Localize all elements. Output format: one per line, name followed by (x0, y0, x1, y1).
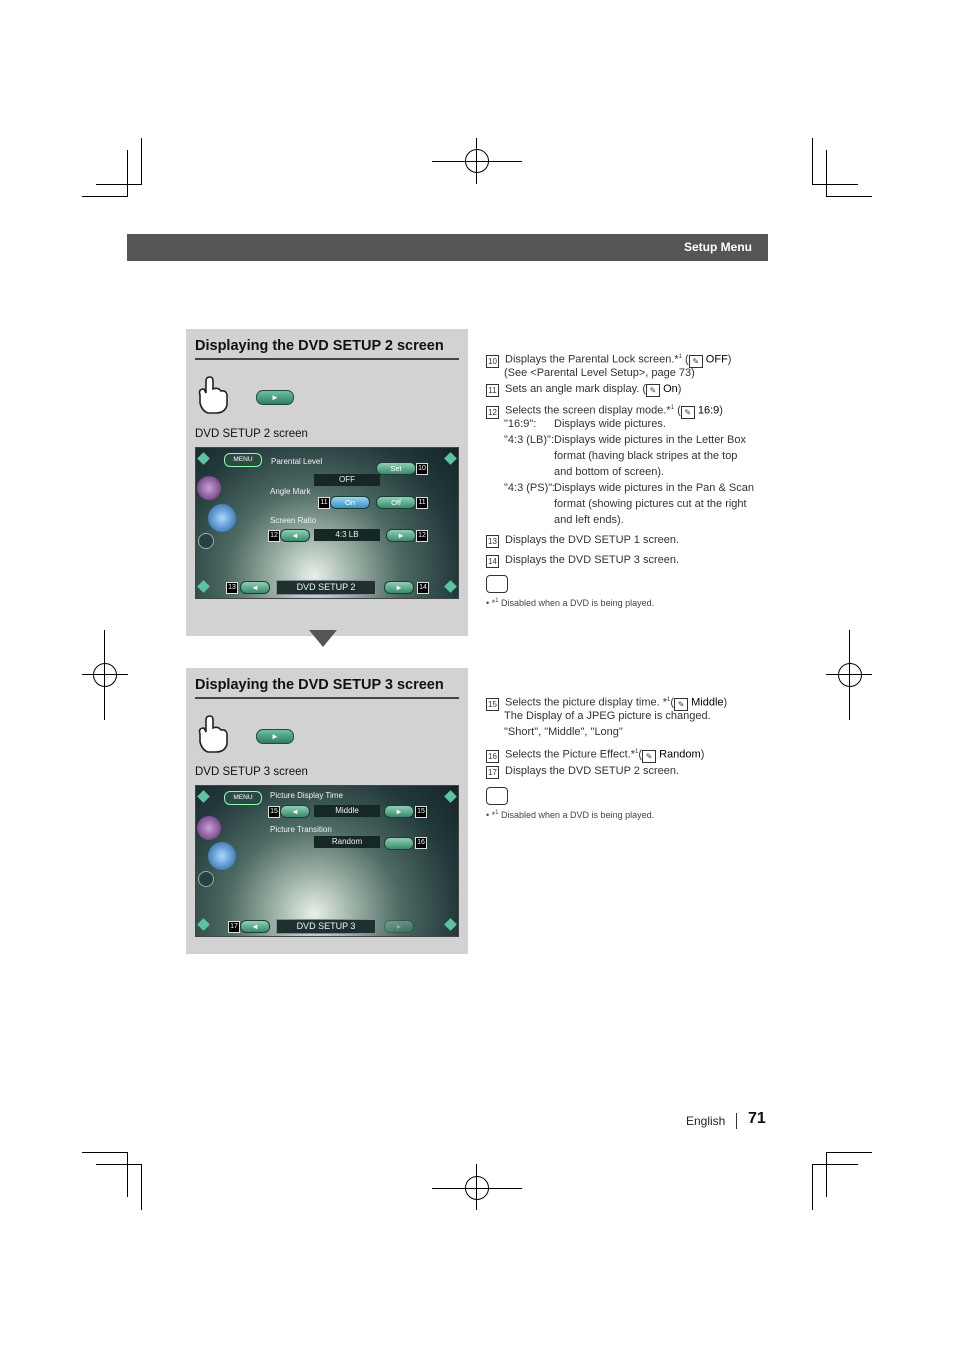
page-number: 71 (748, 1110, 766, 1127)
list-item: 12 Selects the screen display mode.*$^1$ ( ✎ 16:9) (486, 400, 771, 419)
corner-diamond-icon (197, 580, 210, 593)
item-default: OFF (705, 353, 728, 366)
ratio-option-key: "16:9": (504, 418, 537, 430)
ratio-option-desc: and bottom of screen). (554, 466, 665, 478)
item-subtext: The Display of a JPEG picture is changed. (504, 710, 711, 722)
callout-15: 15 (268, 806, 280, 818)
display-time-label: Picture Display Time (270, 791, 343, 800)
item-text: Selects the picture display time. * (505, 696, 668, 709)
pen-icon: ✎ (646, 384, 660, 397)
corner-diamond-icon (444, 452, 457, 465)
crop-mark (812, 1164, 813, 1210)
item-number: 14 (486, 555, 499, 568)
play-source-icon[interactable] (197, 476, 221, 500)
item-text: Displays the DVD SETUP 1 screen. (505, 534, 680, 546)
item-text: Sets an angle mark display. ( (505, 383, 647, 395)
corner-diamond-icon (197, 790, 210, 803)
section-rule (195, 697, 459, 699)
note-icon (486, 575, 508, 593)
right-arrow-icon: ► (271, 393, 279, 402)
return-icon[interactable] (208, 842, 236, 870)
item-number: 11 (486, 384, 499, 397)
return-icon[interactable] (208, 504, 236, 532)
item-number: 13 (486, 535, 499, 548)
item-subtext: "Short", "Middle", "Long" (504, 726, 623, 738)
callout-13: 13 (226, 582, 238, 594)
list-item: 15 Selects the picture display time. *$^1$( ✎ Middle) (486, 692, 771, 711)
corner-diamond-icon (444, 790, 457, 803)
angle-off-button[interactable]: Off (376, 496, 416, 509)
crop-mark (127, 1152, 128, 1197)
note-icon (486, 787, 508, 805)
section-title: Displaying the DVD SETUP 2 screen (195, 338, 444, 354)
angle-label: Angle Mark (270, 487, 311, 496)
item-subtext: (See <Parental Level Setup>, page 73) (504, 367, 695, 379)
registration-mark (838, 663, 862, 687)
header-tab-label: Setup Menu (684, 240, 752, 254)
crop-mark (812, 184, 858, 185)
list-item (486, 763, 771, 779)
item-number: 10 (486, 355, 499, 368)
screen-title-bar: DVD SETUP 3 (276, 919, 376, 934)
list-item (486, 532, 771, 548)
down-arrow-icon (309, 630, 337, 647)
dvd-setup-2-screenshot (195, 447, 459, 599)
footnote-marker: 1 (667, 697, 671, 703)
corner-diamond-icon (197, 452, 210, 465)
item-number: 15 (486, 698, 499, 711)
crop-mark (826, 1152, 872, 1153)
item-text: Displays the Parental Lock screen.* (505, 353, 679, 366)
display-time-value: Middle (314, 805, 380, 817)
item-default: Middle (691, 696, 724, 709)
callout-15: 15 (415, 806, 427, 818)
screen-caption: DVD SETUP 2 screen (195, 428, 308, 440)
screen-title-bar: DVD SETUP 2 (276, 580, 376, 595)
item-text: Selects the Picture Effect.* (505, 748, 636, 761)
crop-mark (826, 150, 827, 197)
footnote-marker: 1 (635, 749, 639, 755)
section-rule (195, 358, 459, 360)
registration-mark (93, 663, 117, 687)
list-item (486, 552, 771, 568)
footer-divider (736, 1113, 737, 1129)
pen-icon: ✎ (642, 750, 656, 763)
item-text: Displays the DVD SETUP 2 screen. (505, 765, 680, 777)
touch-hand-icon (194, 375, 232, 415)
item-number: 12 (486, 406, 499, 419)
prev-screen-button[interactable]: ◄ (240, 920, 270, 933)
item-default: On (663, 383, 678, 395)
corner-diamond-icon (444, 580, 457, 593)
ratio-next-button[interactable]: ► (386, 529, 416, 542)
dvd-setup-2-panel (186, 329, 468, 636)
crop-mark (96, 1164, 142, 1165)
callout-17: 17 (228, 921, 240, 933)
dvd-setup-3-screenshot (195, 785, 459, 937)
callout-12: 12 (416, 530, 428, 542)
parental-value: OFF (314, 474, 380, 486)
forward-button[interactable] (256, 390, 294, 405)
corner-diamond-icon (197, 918, 210, 931)
callout-14: 14 (417, 582, 429, 594)
transition-value: Random (314, 836, 380, 848)
list-item: 10 Displays the Parental Lock screen.*$^1$ ( ✎ OFF) (486, 349, 771, 368)
footnote: • *$^1$ Disabled when a DVD is being played. (486, 810, 655, 820)
callout-12: 12 (268, 530, 280, 542)
ratio-prev-button[interactable]: ◄ (280, 529, 310, 542)
crop-mark (96, 184, 142, 185)
callout-11: 11 (416, 497, 428, 509)
section-title: Displaying the DVD SETUP 3 screen (195, 677, 444, 693)
touch-hand-icon (194, 714, 232, 754)
ratio-option-key: "4:3 (PS)": (504, 482, 556, 494)
ratio-option-desc: format (having black stripes at the top (554, 450, 738, 462)
menu-button[interactable]: MENU (224, 791, 262, 805)
next-screen-button[interactable]: ► (384, 581, 414, 594)
item-default: Random (659, 748, 701, 761)
footnote-marker: 1 (670, 405, 675, 411)
ratio-value: 4:3 LB (314, 529, 380, 541)
item-number: 16 (486, 750, 499, 763)
list-item: 16 Selects the Picture Effect.*$^1$( ✎ Random) (486, 744, 771, 763)
crop-mark (127, 150, 128, 197)
crop-mark (812, 1164, 858, 1165)
crop-mark (826, 1152, 827, 1197)
pen-icon: ✎ (689, 355, 703, 368)
registration-mark (465, 149, 489, 173)
set-button[interactable]: Set (376, 462, 416, 475)
pen-icon[interactable] (198, 871, 214, 887)
ratio-label: Screen Ratio (270, 516, 317, 525)
callout-10: 10 (416, 463, 428, 475)
ratio-option-desc: and left ends). (554, 514, 624, 526)
ratio-option-desc: format (showing pictures cut at the right (554, 498, 747, 510)
crop-mark (826, 196, 872, 197)
parental-label: Parental Level (271, 457, 323, 466)
footer-language: English (686, 1114, 726, 1128)
right-arrow-icon: ► (271, 732, 279, 741)
angle-on-button[interactable]: On (330, 496, 370, 509)
play-source-icon[interactable] (197, 816, 221, 840)
callout-16: 16 (415, 837, 427, 849)
dvd-setup-3-panel (186, 668, 468, 954)
menu-button[interactable]: MENU (224, 453, 262, 467)
ratio-option-desc: Displays wide pictures in the Pan & Scan (554, 482, 754, 494)
item-text: Displays the DVD SETUP 3 screen. (505, 554, 680, 566)
crop-mark (141, 1164, 142, 1210)
section-header-bar (127, 234, 768, 261)
item-number: 17 (486, 766, 499, 779)
forward-button[interactable] (256, 729, 294, 744)
screen-caption: DVD SETUP 3 screen (195, 766, 308, 778)
crop-mark (812, 138, 813, 184)
footnote: • *$^1$ Disabled when a DVD is being played. (486, 598, 655, 608)
transition-label: Picture Transition (270, 825, 332, 834)
display-time-next-button[interactable]: ► (384, 805, 414, 818)
crop-mark (141, 138, 142, 184)
footnote-marker: 1 (678, 354, 682, 360)
prev-screen-button[interactable]: ◄ (240, 581, 270, 594)
pen-icon: ✎ (681, 406, 695, 419)
transition-button[interactable] (384, 837, 414, 850)
crop-mark (82, 1152, 128, 1153)
display-time-prev-button[interactable]: ◄ (280, 805, 310, 818)
next-screen-button: ► (384, 920, 414, 933)
pen-icon: ✎ (674, 698, 688, 711)
ratio-option-desc: Displays wide pictures in the Letter Box (554, 434, 746, 446)
ratio-option-key: "4:3 (LB)": (504, 434, 554, 446)
corner-diamond-icon (444, 918, 457, 931)
item-default: 16:9 (697, 404, 720, 417)
ratio-option-desc: Displays wide pictures. (554, 418, 666, 430)
crop-mark (82, 196, 128, 197)
callout-11: 11 (318, 497, 330, 509)
pen-icon[interactable] (198, 533, 214, 549)
item-text: Selects the screen display mode.* (505, 404, 671, 417)
registration-mark (465, 1176, 489, 1200)
list-item: 11 Sets an angle mark display. ( ✎ On) (486, 381, 771, 397)
